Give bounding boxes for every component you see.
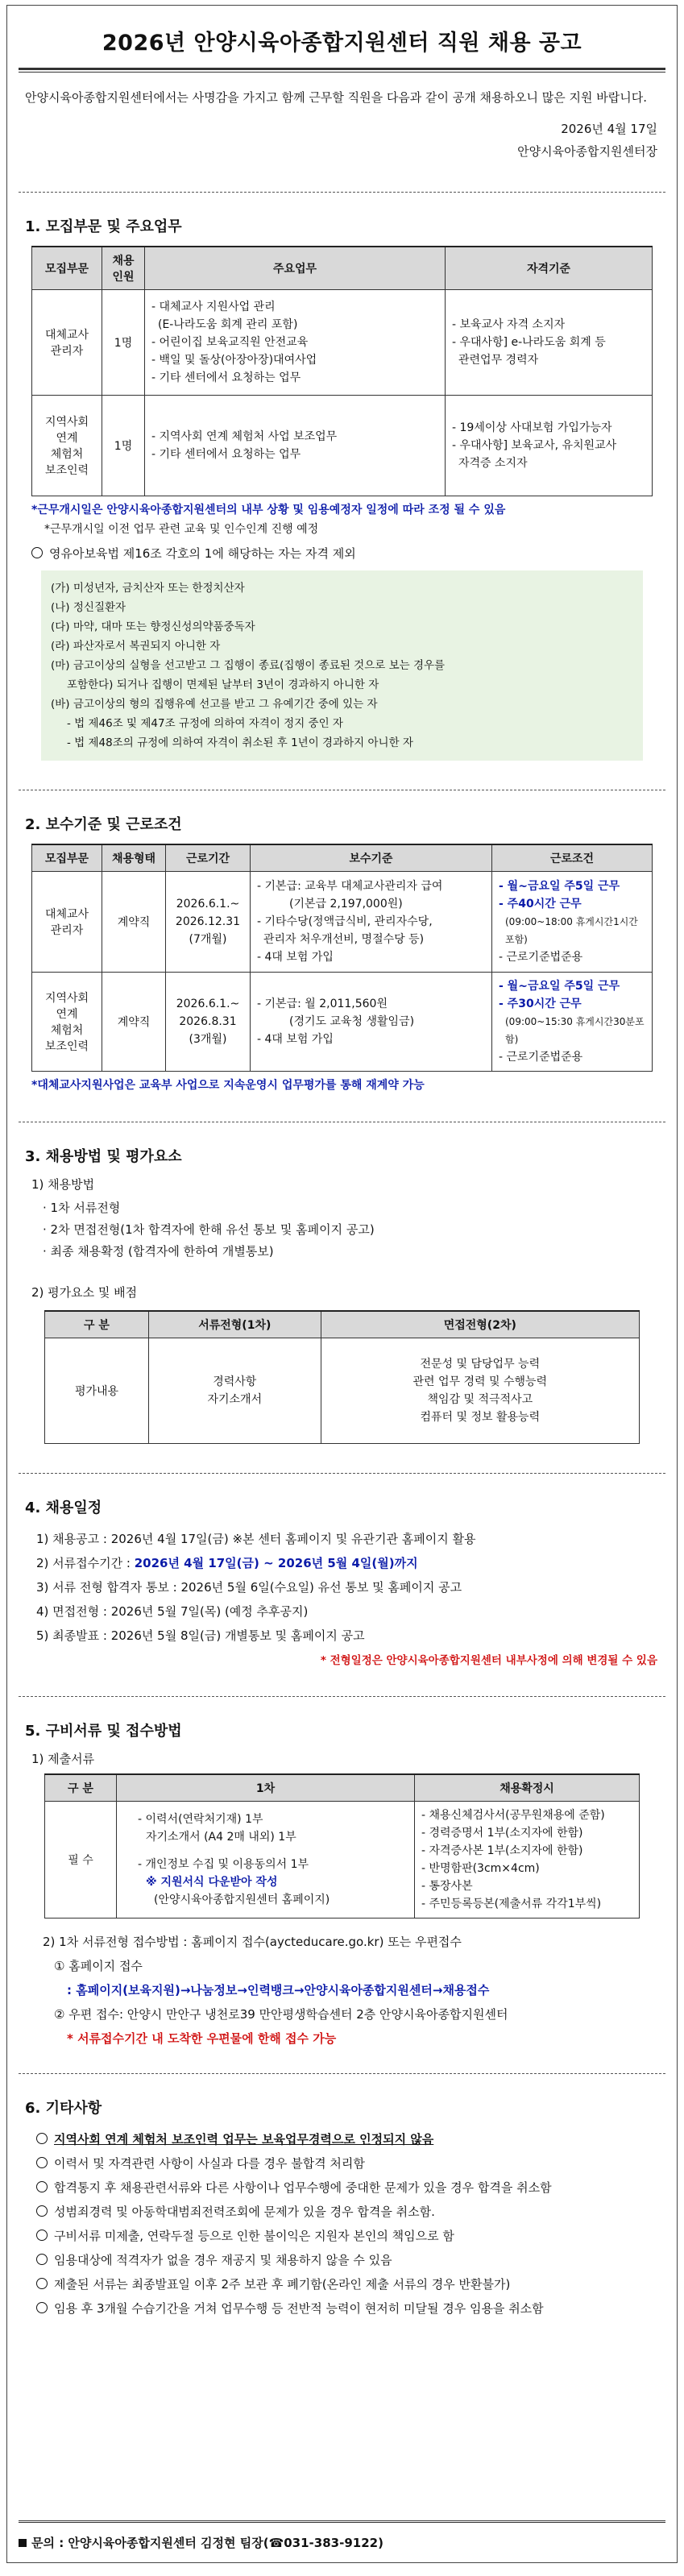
section-divider xyxy=(19,1696,665,1697)
condition-line: - 주40시간 근무 xyxy=(499,898,582,911)
type-cell: 계약직 xyxy=(102,872,166,973)
pay-line: - 기본급: 교육부 대체교사관리자 급여 xyxy=(257,880,443,893)
pay-line: - 기본급: 월 2,011,560원 xyxy=(257,998,388,1010)
col-header: 구 분 xyxy=(45,1774,117,1802)
schedule-item xyxy=(36,1551,641,1575)
square-bullet-icon xyxy=(19,2539,27,2547)
circle-bullet-icon xyxy=(36,2133,48,2144)
hiring-steps xyxy=(43,1197,641,1263)
condition-line: - 주30시간 근무 xyxy=(499,998,582,1010)
page-title: 2026년 안양시육아종합지원센터 직원 채용 공고 xyxy=(102,31,582,56)
doc-line: - 채용신체검사서(공무원채용에 준함) xyxy=(421,1809,605,1822)
misc-text: 임용 후 3개월 수습기간을 거쳐 업무수행 등 전반적 능력이 현저히 미달될 경우 임용을 취소함 xyxy=(54,2301,544,2316)
section-divider xyxy=(19,2073,665,2074)
misc-text: 합격통지 후 채용관련서류와 다른 사항이나 업무수행에 중대한 문제가 있을 경우 합격을 취소함 xyxy=(54,2180,552,2195)
condition-line: - 근로기준법준용 xyxy=(499,951,583,964)
doc-line: (안양시육아종합지원센터 홈페이지) xyxy=(154,1894,330,1906)
disqual-item: - 법 제46조 및 제47조 규정에 의하여 자격이 정지 중인 자 xyxy=(67,717,343,730)
section-divider xyxy=(19,192,665,193)
misc-text: 임용대상에 적격자가 없을 경우 재공지 및 채용하지 않을 수 있음 xyxy=(54,2253,392,2267)
count-cell: 1명 xyxy=(102,396,145,496)
schedule-item: 5) 최종발표 : 2026년 5월 8일(금) 개별통보 및 홈페이지 공고 xyxy=(36,1628,365,1643)
pay-cell xyxy=(251,973,492,1072)
type-cell: 계약직 xyxy=(102,973,166,1072)
pay-line: (기본급 2,197,000원) xyxy=(289,898,403,911)
interview-eval-cell xyxy=(321,1338,639,1444)
col-header: 채용형태 xyxy=(102,844,166,872)
eval-label: 평가내용 xyxy=(45,1338,149,1444)
pay-line: - 4대 보험 가입 xyxy=(257,951,334,964)
disqual-item: (나) 정신질환자 xyxy=(51,601,126,614)
schedule-item: 3) 서류 전형 합격자 통보 : 2026년 5월 6일(수요일) 유선 통보 및 홈페이지 공고 xyxy=(36,1580,462,1595)
period-line: 2026.8.31 xyxy=(179,1015,237,1028)
circle-bullet-icon xyxy=(36,2157,48,2168)
section-2-title: 2. 보수기준 및 근로조건 xyxy=(25,816,182,833)
hiring-step: · 최종 채용확정 (합격자에 한하여 개별통보) xyxy=(43,1244,274,1259)
period-line: (3개월) xyxy=(189,1033,227,1046)
section-4-title: 4. 채용일정 xyxy=(25,1500,102,1516)
col-header: 면접전형(2차) xyxy=(321,1311,639,1338)
recruitment-notice xyxy=(6,5,678,2563)
table-row xyxy=(32,396,653,496)
circle-bullet-icon xyxy=(36,2181,48,2192)
misc-text: 성범죄경력 및 아동학대범죄전력조회에 문제가 있을 경우 합격을 취소함. xyxy=(54,2205,435,2219)
title-divider xyxy=(19,68,665,73)
pay-cell xyxy=(251,872,492,973)
mail-note: * 서류접수기간 내 도착한 우편물에 한해 접수 가능 xyxy=(67,2031,337,2046)
docs-label: 필 수 xyxy=(45,1802,117,1919)
duty-line: (E-나라도움 회계 관리 포함) xyxy=(158,318,298,331)
schedule-change-note: * 전형일정은 안양시육아종합지원센터 내부사정에 의해 변경될 수 있음 xyxy=(320,1654,657,1667)
duty-line: - 지역사회 연계 체험처 사업 보조업무 xyxy=(151,430,338,443)
hiring-step: · 1차 서류전형 xyxy=(43,1201,121,1215)
doc-line: ※ 지원서식 다운받아 작성 xyxy=(146,1876,278,1889)
pay-line: - 4대 보험 가입 xyxy=(257,1033,334,1046)
col-header: 근로기간 xyxy=(166,844,251,872)
exclusion-note xyxy=(31,545,653,562)
qual-line: 자격증 소지자 xyxy=(458,457,528,470)
doc-line: - 경력증명서 1부(소지자에 한함) xyxy=(421,1827,583,1840)
disqual-item: (다) 마약, 대마 또는 향정신성의약품중독자 xyxy=(51,620,255,633)
schedule-list xyxy=(36,1527,641,1648)
qual-line: - 우대사항] e-나라도움 회계 등 xyxy=(452,336,606,349)
pay-table xyxy=(31,844,653,1072)
period-line: 2026.12.31 xyxy=(175,915,241,928)
duty-line: - 기타 센터에서 요청하는 업무 xyxy=(151,448,301,461)
col-header: 주요업무 xyxy=(145,247,446,290)
duty-line: - 백일 및 돌상(아장아장)대여사업 xyxy=(151,354,317,367)
duty-line: - 기타 센터에서 요청하는 업무 xyxy=(151,371,301,384)
eval-item: 경력사항 xyxy=(213,1375,257,1388)
start-date-note: *근무개시일은 안양시육아종합지원센터의 내부 상황 및 임용예정자 일정에 따라 조정 될 수 있음 xyxy=(31,504,506,516)
misc-item xyxy=(36,2296,641,2321)
issuer: 안양시육아종합지원센터장 xyxy=(517,144,657,159)
period-line: 2026.6.1.~ xyxy=(176,998,240,1010)
circle-bullet-icon xyxy=(36,2302,48,2313)
evaluation-heading: 2) 평가요소 및 배점 xyxy=(31,1285,138,1300)
col-header: 근로조건 xyxy=(492,844,653,872)
misc-item xyxy=(36,2176,641,2200)
schedule-label: 2) 서류접수기간 : xyxy=(36,1556,135,1570)
dept-cell: 대체교사 관리자 xyxy=(32,290,102,396)
eval-item: 컴퓨터 및 정보 활용능력 xyxy=(420,1411,541,1424)
col-header: 채용 인원 xyxy=(102,247,145,290)
submission-method xyxy=(43,1930,641,2051)
homepage-path: : 홈페이지(보육지원)→나눔정보→인력뱅크→안양시육아종합지원센터→채용접수 xyxy=(67,1983,490,1997)
application-period: 2026년 4월 17일(금) ~ 2026년 5월 4일(월)까지 xyxy=(134,1556,418,1570)
qual-line: - 19세이상 사대보험 가입가능자 xyxy=(452,421,612,434)
doc-line: - 개인정보 수집 및 이용동의서 1부 xyxy=(138,1858,309,1871)
doc-eval-cell xyxy=(149,1338,321,1444)
table-row xyxy=(32,973,653,1072)
pay-line: (경기도 교육청 생활임금) xyxy=(289,1015,415,1028)
evaluation-table xyxy=(44,1310,640,1444)
disqual-item: (바) 금고이상의 형의 집행유예 선고를 받고 그 유예기간 중에 있는 자 xyxy=(51,698,378,711)
col-header: 모집부문 xyxy=(32,247,102,290)
exclusion-text: 영유아보육법 제16조 각호의 1에 해당하는 자는 자격 제외 xyxy=(49,546,356,561)
notice-date: 2026년 4월 17일 xyxy=(561,122,657,136)
section-5-title: 5. 구비서류 및 접수방법 xyxy=(25,1723,182,1740)
misc-text: 이력서 및 자격관련 사항이 사실과 다를 경우 불합격 처리함 xyxy=(54,2156,365,2171)
method-line: ① 홈페이지 접수 xyxy=(54,1959,143,1973)
method-line: ② 우편 접수: 안양시 만안구 냉천로39 만안평생학습센터 2층 안양시육아종합지원센터 xyxy=(54,2007,508,2022)
condition-line: - 월~금요일 주5일 근무 xyxy=(499,980,620,993)
intro-text: 안양시육아종합지원센터에서는 사명감을 가지고 함께 근무할 직원을 다음과 같이 공개 채용하오니 많은 지원 바랍니다. xyxy=(25,90,647,105)
table-row xyxy=(45,1802,640,1919)
period-cell xyxy=(166,872,251,973)
hiring-step: · 2차 면접전형(1차 합격자에 한해 유선 통보 및 홈페이지 공고) xyxy=(43,1222,375,1237)
section-divider xyxy=(19,1473,665,1474)
first-docs-cell xyxy=(117,1802,415,1919)
disqualification-box xyxy=(41,570,643,761)
col-header: 1차 xyxy=(117,1774,415,1802)
schedule-item: 4) 면접전형 : 2026년 5월 7일(목) (예정 추후공지) xyxy=(36,1604,309,1619)
disqual-item: (라) 파산자로서 복권되지 아니한 자 xyxy=(51,640,221,653)
dept-cell: 지역사회 연계 체험처 보조인력 xyxy=(32,396,102,496)
table-row xyxy=(32,290,653,396)
hiring-method-heading: 1) 채용방법 xyxy=(31,1177,95,1192)
disqual-item: 포함한다) 되거나 집행이 면제된 날부터 3년이 경과하지 아니한 자 xyxy=(67,678,379,691)
condition-line: - 근로기준법준용 xyxy=(499,1051,583,1064)
misc-text: 제출된 서류는 최종발표일 이후 2주 보관 후 폐기함(온라인 제출 서류의 경우 반환불가) xyxy=(54,2277,511,2292)
method-line: 2) 1차 서류전형 접수방법 : 홈페이지 접수(aycteducare.go.kr) 또는 우편접수 xyxy=(43,1935,462,1949)
eval-item: 책임감 및 적극적사고 xyxy=(427,1393,533,1406)
schedule-item: 1) 채용공고 : 2026년 4월 17일(금) ※본 센터 홈페이지 및 유관기관 홈페이지 활용 xyxy=(36,1532,476,1546)
circle-bullet-icon xyxy=(36,2254,48,2265)
circle-bullet-icon xyxy=(36,2205,48,2217)
col-header: 서류전형(1차) xyxy=(149,1311,321,1338)
contact-footer xyxy=(19,2520,665,2551)
period-line: 2026.6.1.~ xyxy=(176,898,240,911)
training-note: *근무개시일 이전 업무 관련 교육 및 인수인계 진행 예정 xyxy=(44,523,319,536)
duty-line: - 어린이집 보육교직원 안전교육 xyxy=(151,336,309,349)
misc-item xyxy=(36,2200,641,2224)
table-row xyxy=(45,1338,640,1444)
count-cell: 1명 xyxy=(102,290,145,396)
section-1-title: 1. 모집부문 및 주요업무 xyxy=(25,218,182,235)
misc-item xyxy=(36,2151,641,2176)
section-3-title: 3. 채용방법 및 평가요소 xyxy=(25,1148,182,1165)
qual-line: - 우대사항] 보육교사, 유치원교사 xyxy=(452,439,617,452)
duties-cell xyxy=(145,396,446,496)
misc-list xyxy=(36,2127,641,2321)
col-header: 구 분 xyxy=(45,1311,149,1338)
period-cell xyxy=(166,973,251,1072)
circle-bullet-icon xyxy=(31,547,43,558)
doc-line: 자기소개서 (A4 2매 내외) 1부 xyxy=(146,1831,296,1844)
doc-line: - 이력서(연락처기재) 1부 xyxy=(138,1813,263,1826)
col-header: 자격기준 xyxy=(446,247,653,290)
section-6-title: 6. 기타사항 xyxy=(25,2100,102,2117)
condition-hours: (09:00~18:00 휴게시간1시간포함) xyxy=(505,916,638,945)
misc-item xyxy=(36,2272,641,2296)
circle-bullet-icon xyxy=(36,2230,48,2241)
col-header: 모집부문 xyxy=(32,844,102,872)
col-header: 채용확정시 xyxy=(415,1774,640,1802)
condition-line: - 월~금요일 주5일 근무 xyxy=(499,880,620,893)
eval-item: 자기소개서 xyxy=(207,1393,263,1406)
misc-item xyxy=(36,2248,641,2272)
qual-cell xyxy=(446,290,653,396)
condition-cell xyxy=(492,973,653,1072)
recruit-table xyxy=(31,246,653,496)
contact-text: 문의 : 안양시육아종합지원센터 김정현 팀장(☎031-383-9122) xyxy=(31,2536,383,2550)
disqual-item: (가) 미성년자, 금치산자 또는 한정치산자 xyxy=(51,582,245,595)
pay-line: 관리자 처우개선비, 명절수당 등) xyxy=(263,933,425,946)
misc-item xyxy=(36,2127,641,2151)
documents-table xyxy=(44,1773,640,1919)
duty-line: - 대체교사 지원사업 관리 xyxy=(151,301,276,313)
doc-line: - 주민등록등본(제출서류 각각1부씩) xyxy=(421,1898,602,1910)
condition-cell xyxy=(492,872,653,973)
pay-line: - 기타수당(정액급식비, 관리자수당, xyxy=(257,915,433,928)
misc-text: 지역사회 연계 체험처 보조인력 업무는 보육업무경력으로 인정되지 않음 xyxy=(54,2132,434,2147)
doc-line: - 통장사본 xyxy=(421,1880,473,1893)
confirm-docs-cell xyxy=(415,1802,640,1919)
duties-cell xyxy=(145,290,446,396)
period-line: (7개월) xyxy=(189,933,227,946)
date-block xyxy=(19,118,665,163)
doc-line: - 자격증사본 1부(소지자에 한함) xyxy=(421,1844,583,1857)
eval-item: 관련 업무 경력 및 수행능력 xyxy=(412,1375,548,1388)
dept-cell: 지역사회 연계 체험처 보조인력 xyxy=(32,973,102,1072)
documents-heading: 1) 제출서류 xyxy=(31,1752,95,1766)
circle-bullet-icon xyxy=(36,2278,48,2289)
doc-line: - 반명함판(3cm×4cm) xyxy=(421,1862,540,1875)
disqual-item: (마) 금고이상의 실형을 선고받고 그 집행이 종료(집행이 종료된 것으로 보는 경우를 xyxy=(51,659,446,672)
disqual-item: - 법 제48조의 규정에 의하여 자격이 취소된 후 1년이 경과하지 아니한 자 xyxy=(67,736,413,749)
misc-item xyxy=(36,2224,641,2248)
eval-item: 전문성 및 담당업무 능력 xyxy=(420,1358,541,1371)
table-row xyxy=(32,872,653,973)
qual-line: 관련업무 경력자 xyxy=(458,354,539,367)
qual-line: - 보육교사 자격 소지자 xyxy=(452,318,566,331)
misc-text: 구비서류 미제출, 연락두절 등으로 인한 불이익은 지원자 본인의 책임으로 함 xyxy=(54,2229,454,2243)
dept-cell: 대체교사 관리자 xyxy=(32,872,102,973)
col-header: 보수기준 xyxy=(251,844,492,872)
condition-hours: (09:00~15:30 휴게시간30분포함) xyxy=(505,1016,645,1045)
renewal-note: *대체교사지원사업은 교육부 사업으로 지속운영시 업무평가를 통해 재계약 가능 xyxy=(31,1079,425,1092)
qual-cell xyxy=(446,396,653,496)
